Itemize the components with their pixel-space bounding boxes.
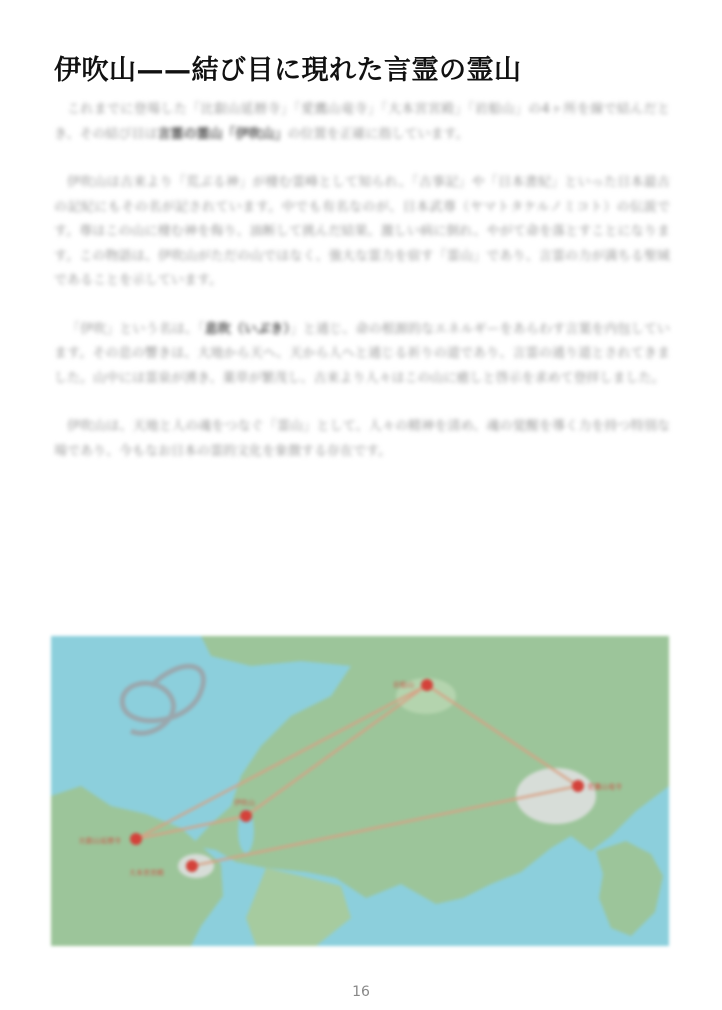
marker-label: 愛鷹山竜寺 — [587, 783, 622, 791]
map-image — [51, 636, 669, 946]
marker-label: 伊吹山 — [234, 799, 255, 807]
emphasis-text: 息吹（いぶき） — [204, 321, 290, 337]
marker-hiei — [130, 833, 142, 845]
marker-ashitaka — [572, 780, 584, 792]
page-title: 伊吹山——結び目に現れた言霊の霊山 — [54, 55, 522, 86]
marker-label: 大本宮宮殿 — [129, 869, 164, 877]
paragraph-3: 「伊吹」という名は、「息吹（いぶき）」と通じ、命の根源的なエネルギーをあらわす言葉を内包しています。その息の響きは、大地から天へ、天から人へと通じる祈りの道であり、言霊の通り道とされてきました。山中には霊泉が湧き、薬草が繁茂し、古来より人々はこの山に癒しと啓示を求めて登拝しました。 — [54, 321, 670, 386]
body-text — [54, 98, 670, 464]
map-graphic — [51, 636, 669, 946]
marker-omoto — [186, 860, 198, 872]
marker-ibuki — [240, 810, 252, 822]
page-number: 16 — [352, 984, 370, 1000]
emphasis-text: 言霊の霊山「伊吹山」 — [157, 126, 288, 142]
marker-iwafune — [421, 679, 433, 691]
paragraph-4: 伊吹山は、天地と人の魂をつなぐ「霊山」として、人々の精神を清め、魂の覚醒を導く力を持つ特別な場であり、今もなお日本の霊的文化を象徴する存在です。 — [54, 419, 670, 459]
marker-label: 比叡山延暦寺 — [79, 837, 121, 845]
paragraph-1: これまでに登場した「比叡山延暦寺」「愛鷹山竜寺」「大本宮宮殿」「岩船山」の4ヶ所を線で結んだとき、その結び目は言霊の霊山「伊吹山」の位置を正確に指しています。 — [54, 102, 670, 142]
paragraph-2: 伊吹山は古来より「荒ぶる神」が棲む霊峰として知られ、「古事記」や「日本書紀」といった日本最古の記紀にもその名が記されています。中でも有名なのが、日本武尊（ヤマトタケルノミコト）の伝説です。尊はこの山に棲む神を侮り、油断して挑んだ結果、激しい病に倒れ、やがて命を落とすことになります。この物語は、伊吹山がただの山ではなく、強大な霊力を宿す「霊山」であり、言霊の力が満ちる聖域であることを示しています。 — [54, 175, 670, 288]
marker-label: 岩船山 — [393, 681, 414, 689]
